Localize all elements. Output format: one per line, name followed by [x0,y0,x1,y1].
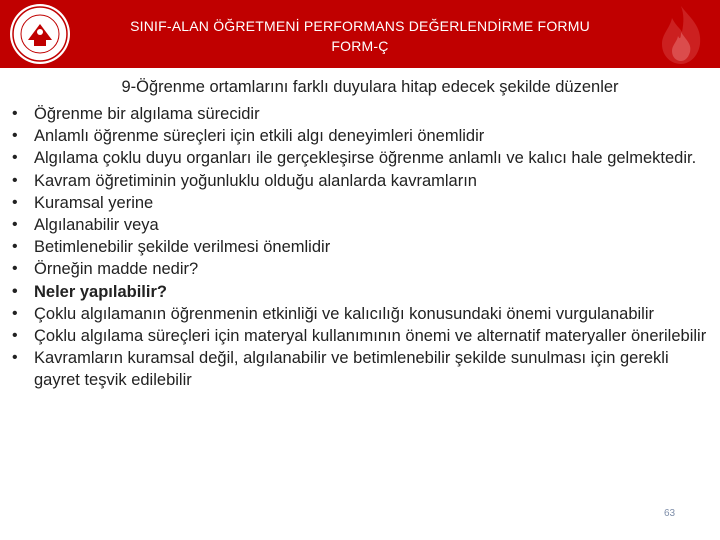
list-item: • Anlamlı öğrenme süreçleri için etkili algı deneyimleri önemlidir [12,125,712,147]
flame-watermark-icon [650,2,712,66]
meb-seal-icon [6,2,74,66]
list-item: • Örneğin madde nedir? [12,258,712,280]
list-item: • Öğrenme bir algılama sürecidir [12,103,712,125]
header-title [90,16,630,56]
section-subtitle: 9-Öğrenme ortamlarını farklı duyulara hitap edecek şekilde düzenler [121,78,619,96]
list-item: • Kavramların kuramsal değil, algılanabilir ve betimlenebilir şekilde sunulması için gerekli gayret teşvik edilebilir [12,347,712,391]
list-item: • Algılanabilir veya [12,214,712,236]
bullet-list [12,103,712,392]
list-item-bold: • Neler yapılabilir? [12,281,712,303]
list-item: • Çoklu algılamanın öğrenmenin etkinliği ve kalıcılığı konusundaki önemi vurgulanabilir [12,303,712,325]
list-item: • Algılama çoklu duyu organları ile gerçekleşirse öğrenme anlamlı ve kalıcı hale gelmektedir. [12,147,712,169]
header-title-line1: SINIF-ALAN ÖĞRETMENİ PERFORMANS DEĞERLENDİRME FORMU [130,18,590,34]
list-item: • Betimlenebilir şekilde verilmesi önemlidir [12,236,712,258]
list-item: • Kuramsal yerine [12,192,712,214]
list-item: • Çoklu algılama süreçleri için materyal kullanımının önemi ve alternatif materyaller önerilebilir [12,325,712,347]
page-number: 63 [664,508,676,519]
header-title-line2: FORM-Ç [331,38,389,54]
header-bar [0,0,720,68]
list-item: • Kavram öğretiminin yoğunluklu olduğu alanlarda kavramların [12,170,712,192]
